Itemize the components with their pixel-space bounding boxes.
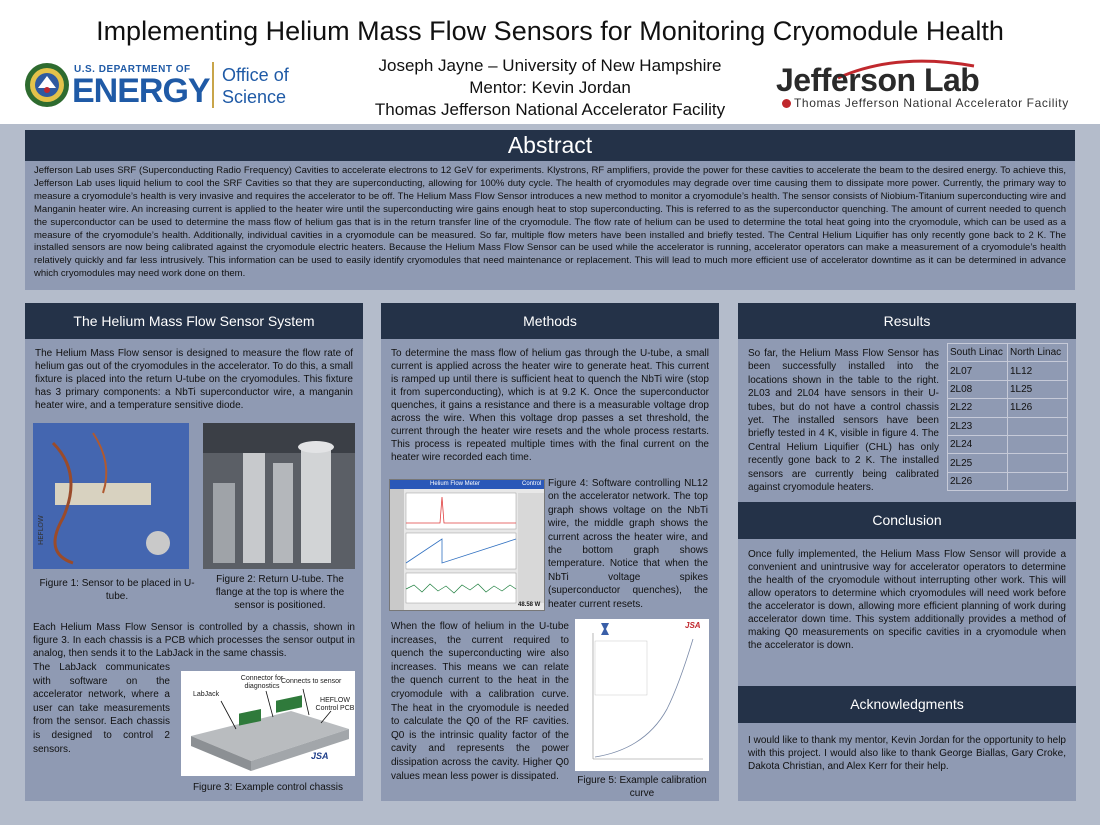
- acknowledgments-heading: Acknowledgments: [738, 686, 1076, 723]
- fig4-window-title: Helium Flow Meter: [390, 480, 545, 489]
- doe-energy-text: ENERGY: [72, 72, 210, 110]
- figure-3-caption: Figure 3: Example control chassis: [192, 782, 344, 793]
- table-row: [948, 399, 1068, 417]
- abstract-panel: [25, 130, 1075, 290]
- fig3-label-labjack: LabJack: [193, 691, 220, 698]
- system-paragraph-2: Each Helium Mass Flow Sensor is controlled by a chassis, shown in figure 3. In each chassis is a PCB which processes the sensor output in analog, then sends it to the LabJack in the same chassis.: [33, 622, 355, 659]
- author-line: Joseph Jayne – University of New Hampshire: [378, 56, 722, 75]
- table-header-row: [948, 344, 1068, 362]
- table-cell: 2L22: [948, 399, 1008, 417]
- table-cell: 1L25: [1008, 380, 1068, 398]
- figure-5-caption: Figure 5: Example calibration curve: [577, 775, 707, 799]
- table-cell: 1L26: [1008, 399, 1068, 417]
- fig5-jsa-logo: JSA: [685, 621, 701, 630]
- table-header-south: South Linac: [948, 344, 1008, 362]
- table-cell: 2L25: [948, 454, 1008, 472]
- poster-header: [0, 0, 1100, 124]
- results-heading: Results: [738, 303, 1076, 339]
- table-cell: 2L23: [948, 417, 1008, 435]
- jlab-subtitle-text: Thomas Jefferson National Accelerator Facility: [794, 96, 1069, 110]
- figure-1-caption: Figure 1: Sensor to be placed in U-tube.: [39, 578, 195, 602]
- doe-office-line: Office of: [222, 65, 289, 85]
- sensor-locations-table: [947, 343, 1068, 491]
- table-cell: 1L12: [1008, 362, 1068, 380]
- doe-science-line: Science: [222, 87, 287, 107]
- table-cell: 2L07: [948, 362, 1008, 380]
- poster-title: Implementing Helium Mass Flow Sensors for Monitoring Cryomodule Health: [96, 16, 1004, 46]
- fig3-label-heflow: HEFLOW Control PCB: [315, 697, 355, 712]
- fig4-panel-title: Control: [522, 481, 542, 487]
- institution-line: Thomas Jefferson National Accelerator Facility: [374, 100, 726, 119]
- methods-heading: Methods: [381, 303, 719, 339]
- figure-4-image: [389, 479, 545, 611]
- abstract-body: Jefferson Lab uses SRF (Superconducting Radio Frequency) Cavities to accelerate electrons to 12 GeV for experiments. Klystrons, RF amplifiers, provide the power for these cavities to accelerate the beam to the desired energy. To achieve this, Jefferson Lab uses liquid helium to cool the SRF Cavities so that they are superconducting, allowing for 100% duty cycle. The health of cryomodules may degrade over time causing them to dissipate more power. Currently, the primary way to measure a cryomodule’s health is very invasive and requires the accelerator to be off. The Helium Mass Flow Sensor introduces a new method to monitor a cryomodule’s health. The sensor consists of Niobium-Titanium superconducting wire and Manganin heater wire. An increasing current is applied to the heater wire until the superconducting wire gains enough heat to stop superconducting. This is referred to as the superconductor quenching. The amount of current needed to quench the superconductor can be used to determine the mass flow of helium gas that is in the return transfer line of the cryomodule. The flow rate of helium can be used to determine the total heat going into the cryomodule, which can be used as a measure of the cryomodule’s health. Additionally, individual cavities in a cryomodule can be measured. So far, multiple flow meters have been installed and briefly tested. The Central Helium Liquifier has only recently gone back to 2 K. The installed sensors are now being calibrated against the cryomodule electric heaters. Because the Helium Mass Flow Sensor can be used while the accelerator is running, accelerator operators can make a measurement of a cryomodule’s health relatively quickly and far less intrusively. This information can be used to easily identify cryomodules that need maintenance or replacement. This will lead to much more efficient use of accelerator downtime as it can be determined in advance which cryomodules may need work done on them.: [34, 165, 1066, 280]
- table-row: [948, 417, 1068, 435]
- conclusion-body: Once fully implemented, the Helium Mass Flow Sensor will provide a convenient and unintrusive way for accelerator operators to determine the health of the cryomodule without interrupting other work. This will allow operators to determine which cryomodules will need work before the accelerator is down, allowing more efficient planning of work during accelerator down time. This system additionally provides a method of making Q0 measurements on specific cavities in a cryomodule when the accelerator is down.: [748, 549, 1066, 651]
- fig3-label-connector: Connector for diagnostics: [240, 675, 284, 690]
- doe-seal-icon: [24, 60, 70, 110]
- table-row: [948, 380, 1068, 398]
- doe-logo: [24, 60, 294, 112]
- author-block: [340, 55, 760, 121]
- system-heading: The Helium Mass Flow Sensor System: [25, 303, 363, 339]
- results-body: So far, the Helium Mass Flow Sensor has been successfully installed into the locations shown in the table to the right. 2L03 and 2L04 have sensors in their U-tubes, but do not have a control chassis yet. The installed sensors have been briefly tested in 4 K, visible in figure 4. The Central Helium Liquifier (CHL) has only recently gone back to 2 K. The installed sensors are currently being calibrated against cryomodule heaters.: [748, 348, 939, 494]
- fig3-label-connects: Connects to sensor: [281, 678, 342, 685]
- jlab-dot-icon: [782, 99, 791, 108]
- fig4-readout: 48.58 W: [518, 602, 541, 608]
- svg-text:HEFLOW: HEFLOW: [37, 515, 45, 545]
- table-cell: [1008, 454, 1068, 472]
- table-cell: 2L08: [948, 380, 1008, 398]
- acknowledgments-body: I would like to thank my mentor, Kevin Jordan for the opportunity to help with this project. I would also like to thank George Biallas, Gary Croke, Dakota Christian, and Alex Kerr for their help.: [748, 735, 1066, 772]
- table-cell: [1008, 472, 1068, 490]
- system-panel: [25, 303, 363, 801]
- mentor-line: Mentor: Kevin Jordan: [469, 78, 631, 97]
- jefferson-lab-logo: [776, 62, 1086, 114]
- abstract-heading: Abstract: [25, 130, 1075, 161]
- system-intro: The Helium Mass Flow sensor is designed to measure the flow rate of helium gas out of the cryomodules in the accelerator. To do this, a small fixture is placed into the return U-tube on the cryomodules. This fixture has 3 primary components: a NbTi superconductor wire, a manganin heater wire, and a temperature sensitive diode.: [35, 348, 353, 411]
- jlab-name-text: Jefferson Lab: [776, 62, 980, 98]
- methods-paragraph-1: To determine the mass flow of helium gas through the U-tube, a small current is applied across the heater wire to generate heat. This current is ramped up until there is sufficient heat to quench the NbTi wire (stop it from superconducting), which is at 9.2 K. Once the superconductor quenches, it gains a resistance and there is a measurable voltage drop across the wire. When this voltage drop passes a set threshold, the current through the heater wire resets and the whole process restarts. This process is repeated multiple times with the final current on the heater wire recorded each time.: [391, 348, 709, 463]
- figure-2-caption: Figure 2: Return U-tube. The flange at the top is where the sensor is positioned.: [215, 574, 345, 611]
- table-cell: 2L26: [948, 472, 1008, 490]
- conclusion-heading: Conclusion: [738, 502, 1076, 539]
- figure-3-image: [181, 671, 355, 776]
- figure-4-caption: Figure 4: Software controlling NL12 on the accelerator network. The top graph shows voltage on the NbTi wire, the middle graph shows the current across the heater wire, and the bottom graph shows temperature. Notice that when the NbTi voltage spikes (superconductor quenches), the heater current resets.: [548, 478, 708, 610]
- system-paragraph-3: The LabJack communicates with software on the accelerator network, where a user can take measurements from the sensor. Each chassis is designed to control 2 sensors.: [33, 662, 170, 755]
- table-row: [948, 454, 1068, 472]
- table-header-north: North Linac: [1008, 344, 1068, 362]
- table-cell: [1008, 435, 1068, 453]
- table-cell: [1008, 417, 1068, 435]
- table-cell: 2L24: [948, 435, 1008, 453]
- results-column: [738, 303, 1076, 801]
- doe-department-text: U.S. DEPARTMENT OF: [74, 64, 191, 75]
- table-row: [948, 435, 1068, 453]
- figure-1-image: [33, 423, 189, 569]
- methods-paragraph-2: When the flow of helium in the U-tube increases, the current required to quench the superconducting wire also increases. This means we can relate the quench current to the heat in the cryomodule with a calibration curve. The heat in the cryomodule is needed to calculate the Q0 of the RF cavities. Q0 is the intrinsic quality factor of the cavity and represents the power dissipation across the cavity. Higher Q0 values mean less power is dissipated.: [391, 621, 569, 782]
- fig3-jsa-logo: JSA: [311, 751, 329, 761]
- doe-divider: [212, 62, 214, 108]
- figure-5-image: [575, 619, 709, 771]
- doe-office-text: [222, 64, 289, 108]
- table-row: [948, 472, 1068, 490]
- figure-2-image: [203, 423, 355, 569]
- methods-panel: [381, 303, 719, 801]
- table-row: [948, 362, 1068, 380]
